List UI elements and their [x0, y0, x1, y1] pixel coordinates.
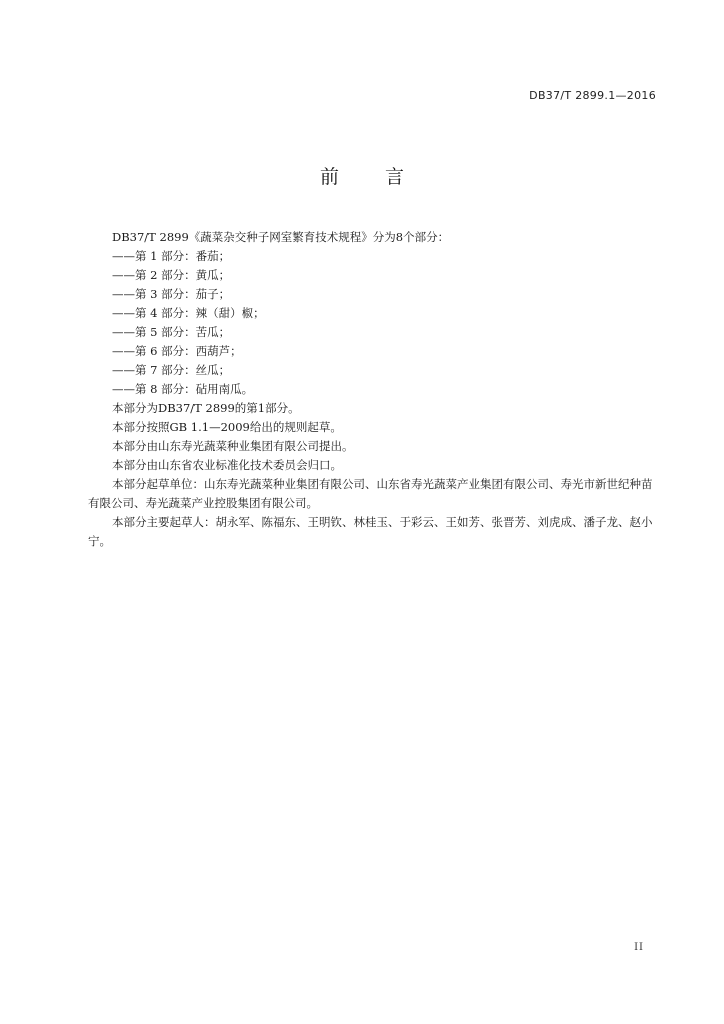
- drafting-units-paragraph: 本部分起草单位：山东寿光蔬菜种业集团有限公司、山东省寿光蔬菜产业集团有限公司、寿光市新世纪种苗有限公司、寿光蔬菜产业控股集团有限公司。: [88, 477, 653, 510]
- part-list-item: ——第 8 部分：砧用南瓜。: [112, 382, 254, 396]
- page-number: II: [634, 942, 644, 953]
- part-list-item: ——第 2 部分：黄瓜；: [112, 268, 231, 282]
- statement-paragraph: 本部分由山东寿光蔬菜种业集团有限公司提出。: [112, 439, 354, 453]
- part-list-item: ——第 3 部分：茄子；: [112, 287, 231, 301]
- statement-paragraph: 本部分由山东省农业标准化技术委员会归口。: [112, 458, 342, 472]
- statement-paragraph: 本部分按照GB 1.1—2009给出的规则起草。: [112, 420, 342, 434]
- part-list-item: ——第 5 部分：苦瓜；: [112, 325, 231, 339]
- statement-paragraph: 本部分为DB37/T 2899的第1部分。: [112, 401, 300, 415]
- part-list-item: ——第 1 部分：番茄；: [112, 249, 231, 263]
- standard-code: DB37/T 2899.1—2016: [529, 89, 656, 102]
- part-list-item: ——第 6 部分：西葫芦；: [112, 344, 242, 358]
- page-title: 前 言: [319, 166, 425, 188]
- foreword-body: [88, 228, 656, 551]
- part-list-item: ——第 7 部分：丝瓜；: [112, 363, 231, 377]
- part-list-item: ——第 4 部分：辣（甜）椒；: [112, 306, 265, 320]
- drafters-paragraph: 本部分主要起草人：胡永军、陈福东、王明钦、林桂玉、于彩云、王如芳、张晋芳、刘虎成、潘子龙、赵小宁。: [88, 515, 653, 548]
- intro-paragraph: DB37/T 2899《蔬菜杂交种子网室繁育技术规程》分为8个部分：: [112, 230, 450, 244]
